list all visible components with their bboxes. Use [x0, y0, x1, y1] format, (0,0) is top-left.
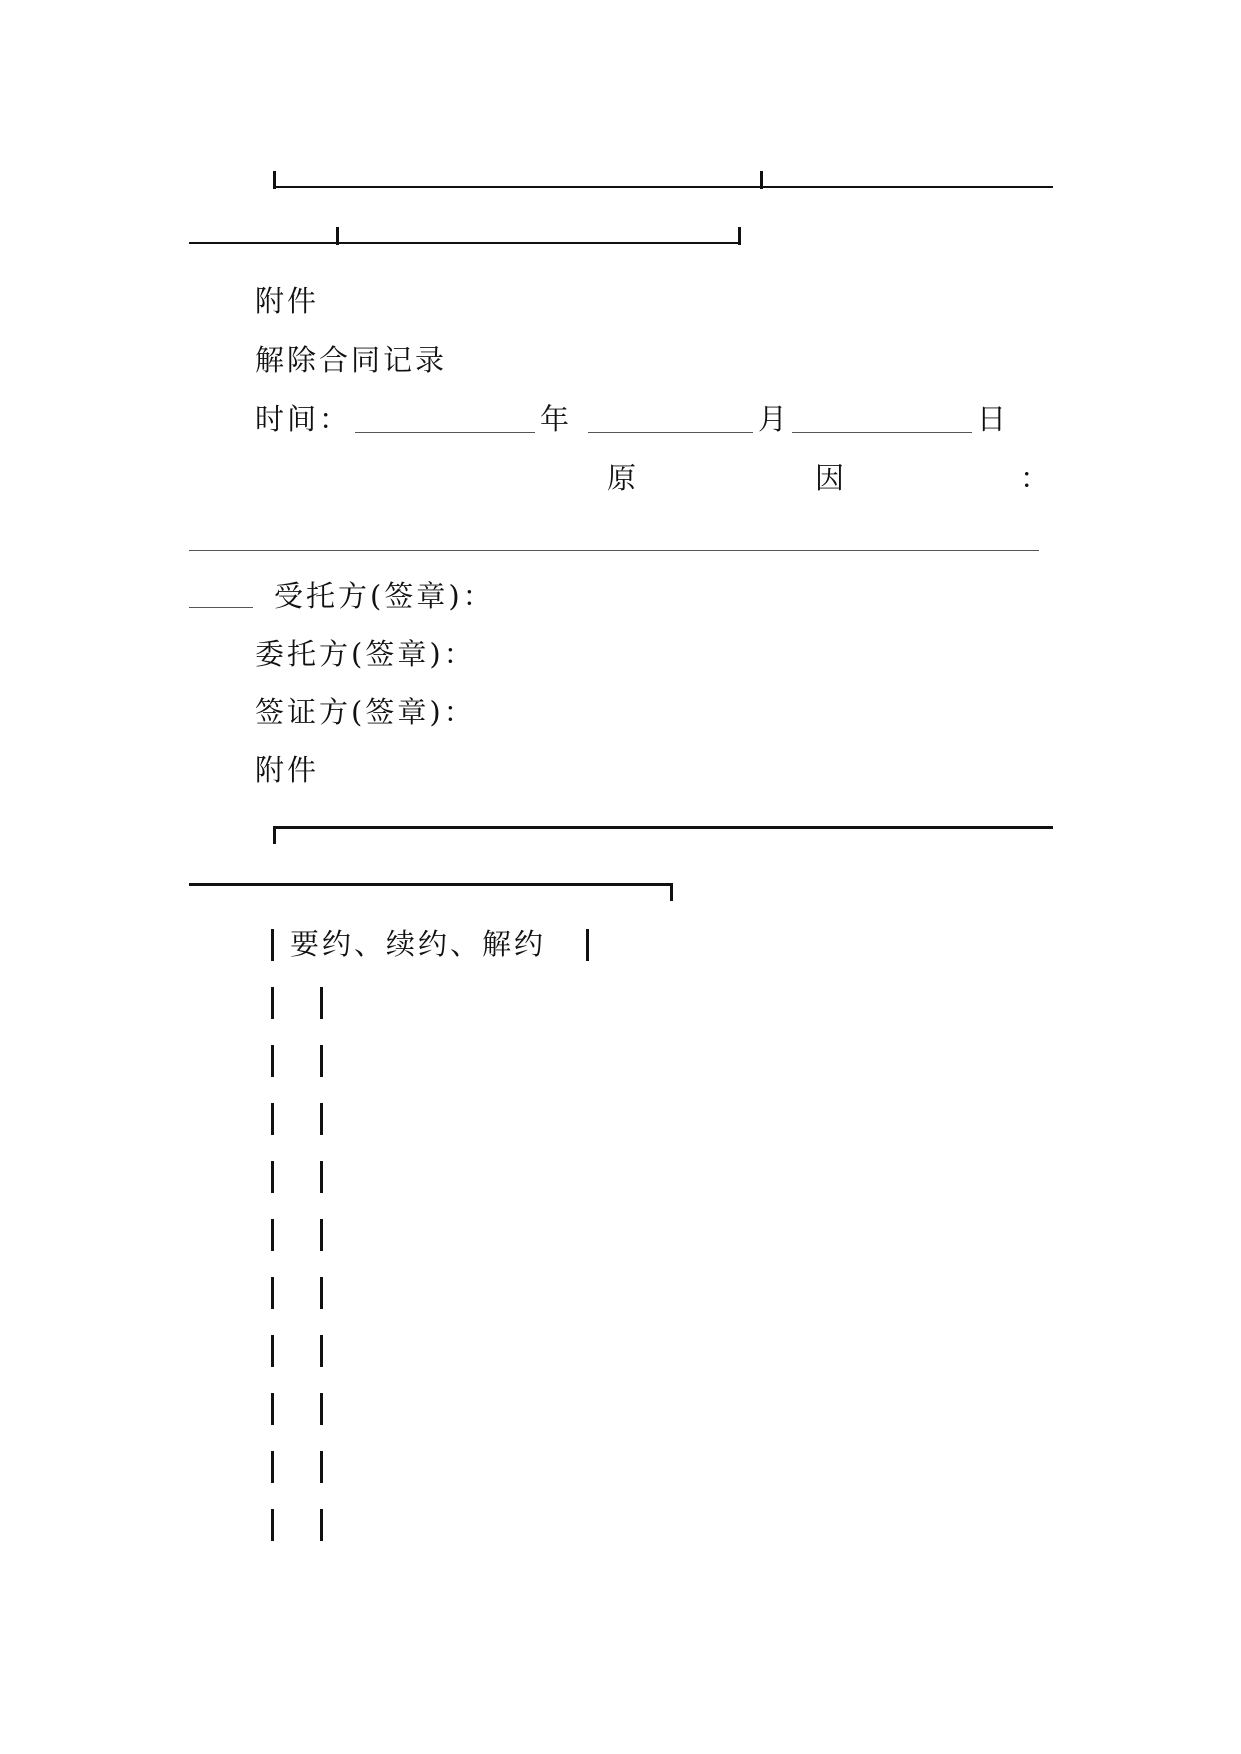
time-label: 时间：: [255, 402, 352, 436]
row-right-border: [320, 1045, 323, 1077]
frame-bottom-line-1: [273, 186, 1053, 188]
header-left-border: [271, 929, 274, 961]
reason-char-2: 因: [815, 461, 848, 495]
reason-char-3: ：: [1020, 461, 1053, 495]
record-title: 解除合同记录: [255, 343, 448, 377]
trustee-signature-label: 受托方(签章)：: [274, 579, 495, 613]
row-left-border: [271, 1045, 274, 1077]
year-label: 年: [540, 402, 573, 436]
frame-divider-1: [760, 171, 763, 189]
row-right-border: [320, 987, 323, 1019]
table-top-right-corner: [670, 883, 673, 901]
reason-blank-short[interactable]: [189, 607, 253, 608]
attachment-label-2: 附件: [255, 753, 320, 787]
row-right-border: [320, 1509, 323, 1541]
entrustor-signature-label: 委托方(签章)：: [255, 637, 476, 671]
row-right-border: [320, 1451, 323, 1483]
row-left-border: [271, 1335, 274, 1367]
row-left-border: [271, 1393, 274, 1425]
row-right-border: [320, 1277, 323, 1309]
header-right-border: [586, 929, 589, 961]
day-blank[interactable]: [792, 432, 972, 433]
reason-char-1: 原: [607, 461, 640, 495]
frame-corner-right: [738, 227, 741, 245]
attachment-label-1: 附件: [255, 284, 320, 318]
table-top-line-1: [273, 826, 1053, 829]
frame-divider-2: [336, 227, 339, 245]
day-label: 日: [977, 402, 1010, 436]
verifier-signature-label: 签证方(签章)：: [255, 695, 476, 729]
table-header-text: 要约、续约、解约: [290, 927, 547, 961]
row-left-border: [271, 1161, 274, 1193]
reason-blank-line[interactable]: [189, 550, 1039, 551]
row-left-border: [271, 1509, 274, 1541]
month-blank[interactable]: [588, 432, 753, 433]
month-label: 月: [758, 402, 791, 436]
table-top-line-2: [189, 883, 673, 886]
row-left-border: [271, 987, 274, 1019]
row-right-border: [320, 1393, 323, 1425]
row-left-border: [271, 1219, 274, 1251]
row-right-border: [320, 1103, 323, 1135]
row-left-border: [271, 1277, 274, 1309]
row-left-border: [271, 1451, 274, 1483]
row-left-border: [271, 1103, 274, 1135]
row-right-border: [320, 1219, 323, 1251]
year-blank[interactable]: [355, 432, 535, 433]
row-right-border: [320, 1335, 323, 1367]
row-right-border: [320, 1161, 323, 1193]
frame-bottom-line-2: [189, 242, 739, 244]
